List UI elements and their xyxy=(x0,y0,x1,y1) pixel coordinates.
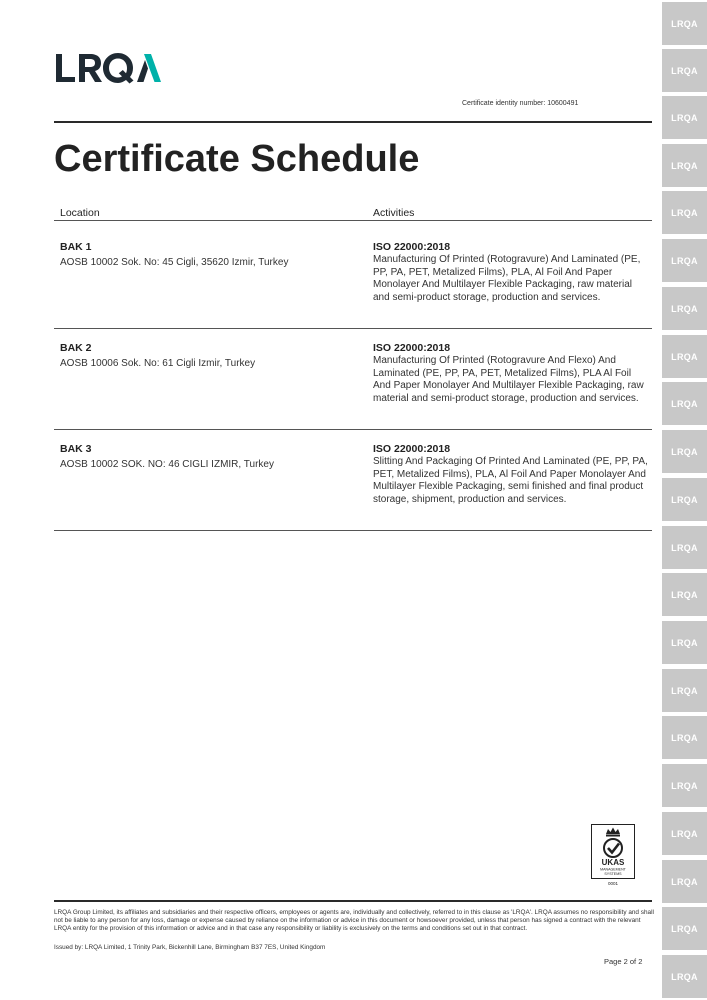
ukas-name: UKAS xyxy=(601,858,625,867)
site-name: BAK 2 xyxy=(60,342,92,354)
site-address: AOSB 10002 SOK. NO: 46 CIGLI IZMIR, Turkey xyxy=(60,459,274,470)
site-address: AOSB 10002 Sok. No: 45 Cigli, 35620 Izmir, Turkey xyxy=(60,257,289,268)
location-column-header: Location xyxy=(60,207,100,219)
side-tab: LRQA xyxy=(662,335,707,378)
ukas-sub2: SYSTEMS xyxy=(604,872,622,876)
site-activity: Manufacturing Of Printed (Rotogravure) And Laminated (PE, PP, PA, PET, Metalized Films), PLA, Al Foil And Paper Monolayer And Multilayer Flexible Packaging, raw material and semi-product storage, production and services. xyxy=(373,254,641,303)
side-tab-strip xyxy=(662,0,707,1000)
certificate-identity-number: 10600491 xyxy=(547,100,579,107)
site-standard: ISO 22000:2018 xyxy=(373,342,451,354)
side-tab: LRQA xyxy=(662,287,707,330)
side-tab: LRQA xyxy=(662,860,707,903)
side-tab: LRQA xyxy=(662,907,707,950)
site-standard: ISO 22000:2018 xyxy=(373,443,451,455)
side-tab: LRQA xyxy=(662,144,707,187)
side-tab: LRQA xyxy=(662,191,707,234)
side-tab: LRQA xyxy=(662,96,707,139)
side-tab: LRQA xyxy=(662,764,707,807)
page-number: Page 2 of 2 xyxy=(604,957,643,966)
ukas-sub1: MANAGEMENT xyxy=(600,867,626,872)
ukas-mark xyxy=(591,824,635,888)
site-activity: Slitting And Packaging Of Printed And Laminated (PE, PP, PA, PET, Metalized Films), PLA, Al Foil And Paper Monolayer And Multilayer Flexible Packaging, semi finished and final product storage, shipment, production and services. xyxy=(373,456,648,505)
lrqa-logo xyxy=(54,52,162,84)
certificate-identity-label: Certificate identity number: xyxy=(462,100,546,107)
disclaimer-text: LRQA Group Limited, its affiliates and subsidiaries and their respective officers, employees or agents are, individually and collectively, referred to in this clause as 'LRQA'. LRQA assumes no responsibility and shall not be liable to any person for any loss, damage or expense caused by reliance on the information or advice in this document or howsoever provided, unless that person has signed a contract with the relevant LRQA entity for the provision of this information or advice and in that case any responsibility or liability is exclusively on the terms and conditions set out in that contract. xyxy=(54,909,654,932)
table-header-rule xyxy=(54,220,652,221)
row-divider xyxy=(54,530,652,531)
site-standard: ISO 22000:2018 xyxy=(373,241,451,253)
row-divider xyxy=(54,429,652,430)
site-name: BAK 3 xyxy=(60,443,92,455)
footer-rule xyxy=(54,900,652,902)
side-tab: LRQA xyxy=(662,812,707,855)
side-tab: LRQA xyxy=(662,430,707,473)
certificate-identity xyxy=(462,100,578,107)
side-tab: LRQA xyxy=(662,478,707,521)
header-rule xyxy=(54,121,652,123)
side-tab: LRQA xyxy=(662,526,707,569)
site-activity: Manufacturing Of Printed (Rotogravure And Flexo) And Laminated (PE, PP, PA, PET, Metalized Films), PLA Al Foil And Paper Monolayer And Multilayer Flexible Packaging, raw material and semi-product storage, production and services. xyxy=(373,355,644,404)
side-tab: LRQA xyxy=(662,621,707,664)
side-tab: LRQA xyxy=(662,669,707,712)
site-name: BAK 1 xyxy=(60,241,92,253)
side-tab: LRQA xyxy=(662,2,707,45)
page-title: Certificate Schedule xyxy=(54,138,420,180)
side-tab: LRQA xyxy=(662,382,707,425)
site-address: AOSB 10006 Sok. No: 61 Cigli Izmir, Turkey xyxy=(60,358,256,369)
side-tab: LRQA xyxy=(662,239,707,282)
side-tab: LRQA xyxy=(662,716,707,759)
ukas-number: 0001 xyxy=(607,881,619,886)
side-tab: LRQA xyxy=(662,49,707,92)
issued-by: Issued by: LRQA Limited, 1 Trinity Park, Bickenhill Lane, Birmingham B37 7ES, United Kingdom xyxy=(54,944,326,951)
side-tab: LRQA xyxy=(662,573,707,616)
row-divider xyxy=(54,328,652,329)
activities-column-header: Activities xyxy=(373,207,415,219)
side-tab: LRQA xyxy=(662,955,707,998)
